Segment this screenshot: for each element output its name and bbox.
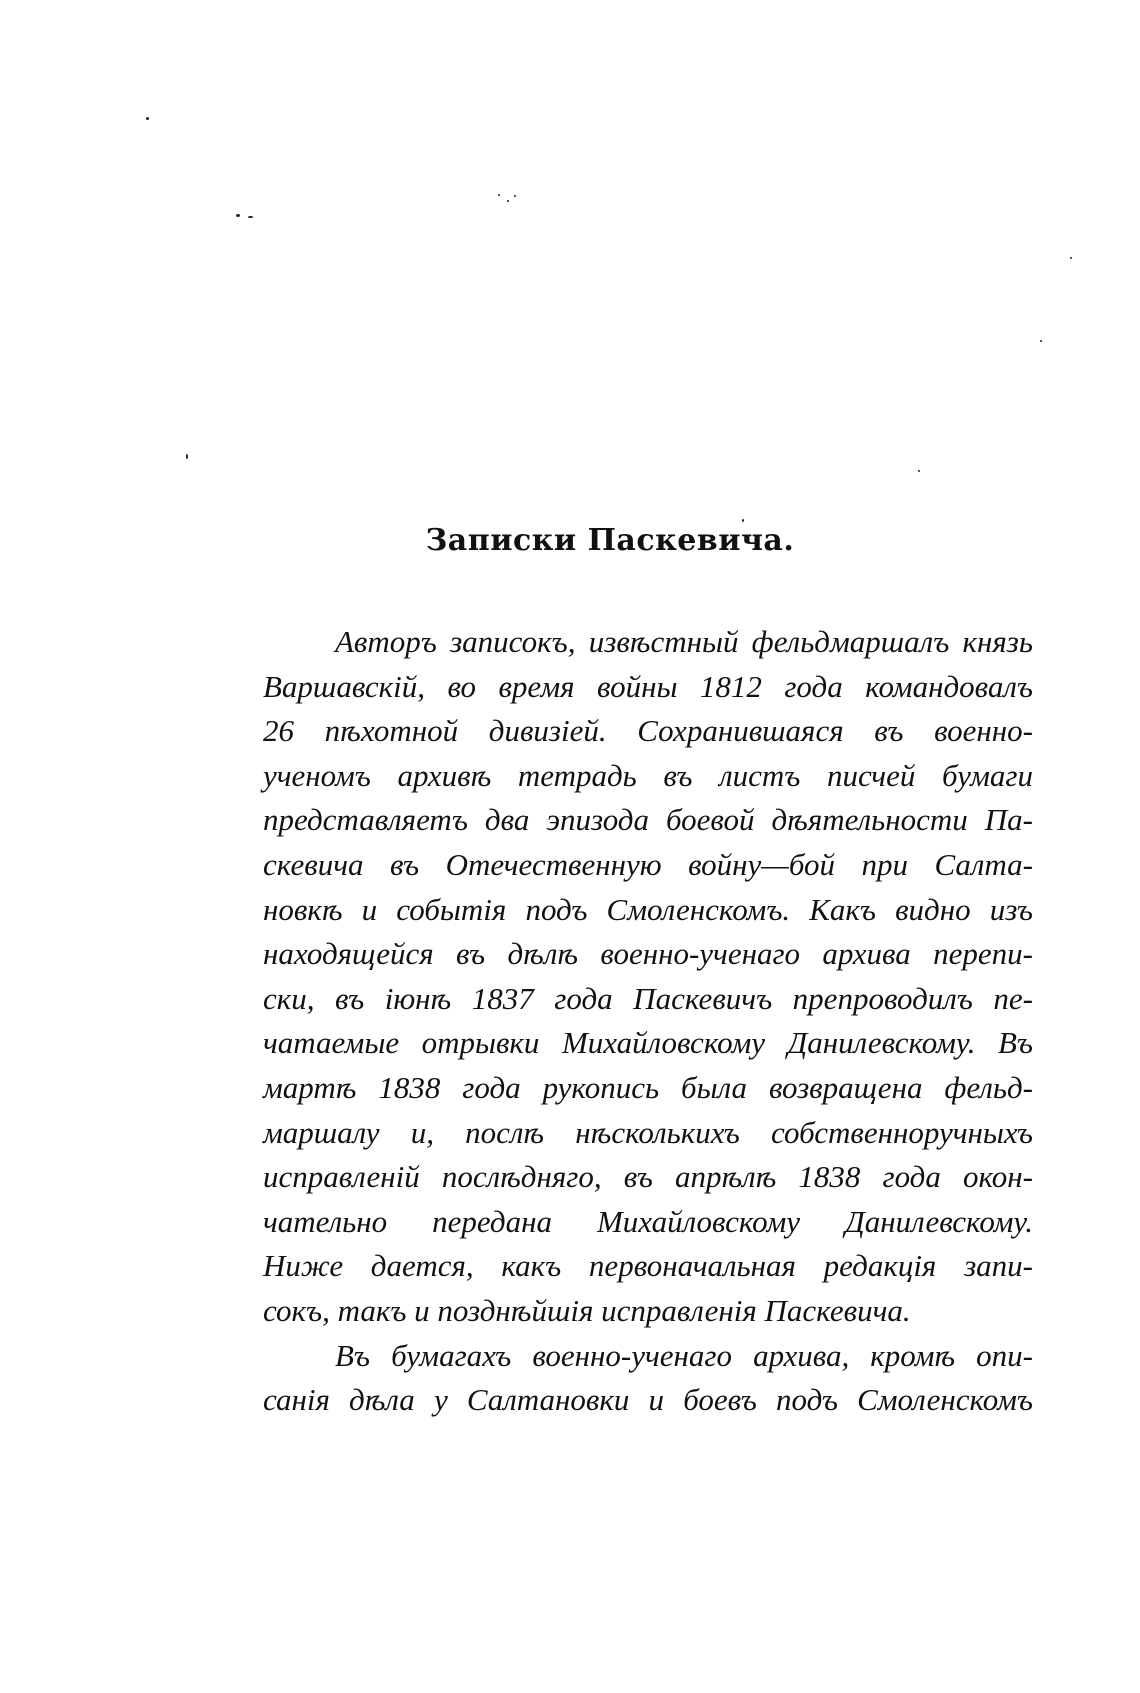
scan-speck [514,195,516,197]
scan-speck [498,194,500,196]
text-line: представляетъ два эпизода боевой дѣятельности Па- [263,802,1033,838]
scan-speck [1040,340,1042,342]
scan-speck [507,200,509,202]
text-line: маршалу и, послѣ нѣсколькихъ собственноручныхъ [263,1114,1033,1150]
text-line: 26 пѣхотной дивизіей. Сохранившаяся въ военно- [263,713,1033,749]
text-line: находящейся въ дѣлѣ военно-ученаго архива перепи- [263,936,1033,972]
text-line: ученомъ архивѣ тетрадь въ листъ писчей бумаги [263,757,1033,793]
text-line: санія дѣла у Салтановки и боевъ подъ Смоленскомъ [263,1382,1033,1418]
text-line: Въ бумагахъ военно-ученаго архива, кромѣ опи- [335,1337,1033,1373]
scan-speck [248,216,253,218]
text-line: Авторъ записокъ, извѣстный фельдмаршалъ князь [335,624,1033,659]
text-line: ски, въ іюнѣ 1837 года Паскевичъ препроводилъ пе- [263,980,1033,1016]
scan-speck [186,454,188,459]
text-line: чательно передана Михайловскому Данилевскому. [263,1203,1033,1239]
text-line: Варшавскій, во время войны 1812 года командовалъ [263,668,1033,704]
scan-speck [146,117,149,120]
text-line: Ниже дается, какъ первоначальная редакція запи- [263,1248,1033,1284]
paragraph [263,620,1033,1334]
text-line: скевича въ Отечественную войну—бой при Салта- [263,846,1033,882]
page-title: Записки Паскевича. [425,523,795,558]
paragraph [263,1334,1033,1423]
text-line: сокъ, такъ и позднѣйшія исправленія Паскевича. [263,1292,911,1328]
body-text [263,620,1033,1423]
scan-speck [918,470,920,472]
scan-speck [236,214,240,217]
text-line: мартѣ 1838 года рукопись была возвращена фельд- [263,1069,1033,1105]
scan-speck [1070,257,1072,259]
text-line: исправленій послѣдняго, въ апрѣлѣ 1838 года окон- [263,1159,1033,1195]
text-line: новкѣ и событія подъ Смоленскомъ. Какъ видно изъ [263,891,1033,927]
text-line: чатаемые отрывки Михайловскому Данилевскому. Въ [263,1025,1033,1061]
